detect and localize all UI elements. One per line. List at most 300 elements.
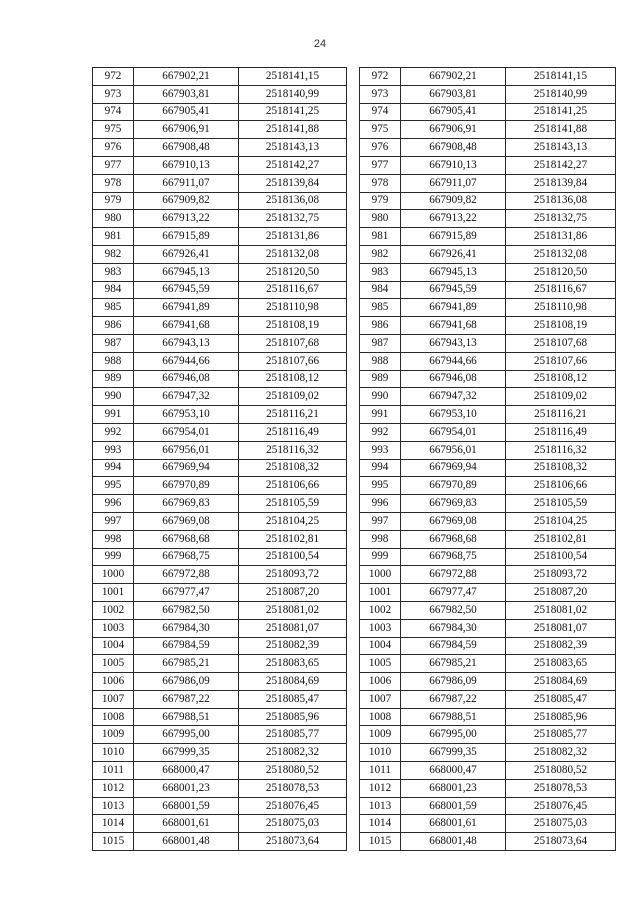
point-number-cell: 974	[93, 103, 134, 121]
x-coordinate-cell: 667902,21	[134, 68, 239, 86]
x-coordinate-cell: 667954,01	[134, 423, 239, 441]
x-coordinate-cell: 667941,89	[401, 299, 506, 317]
table-row	[93, 726, 347, 744]
x-coordinate-cell: 668001,59	[401, 797, 506, 815]
table-row	[93, 833, 347, 851]
x-coordinate-cell: 667985,21	[134, 655, 239, 673]
x-coordinate-cell: 667909,82	[134, 192, 239, 210]
y-coordinate-cell: 2518136,08	[506, 192, 616, 210]
table-row	[360, 601, 616, 619]
x-coordinate-cell: 667905,41	[401, 103, 506, 121]
table-row	[93, 210, 347, 228]
x-coordinate-cell: 667972,88	[401, 566, 506, 584]
x-coordinate-cell: 667969,94	[134, 459, 239, 477]
y-coordinate-cell: 2518140,99	[506, 85, 616, 103]
table-body-left	[93, 68, 347, 851]
point-number-cell: 974	[360, 103, 401, 121]
y-coordinate-cell: 2518082,32	[506, 744, 616, 762]
x-coordinate-cell: 667943,13	[134, 334, 239, 352]
x-coordinate-cell: 667908,48	[401, 139, 506, 157]
y-coordinate-cell: 2518085,77	[239, 726, 347, 744]
point-number-cell: 984	[360, 281, 401, 299]
y-coordinate-cell: 2518107,66	[506, 352, 616, 370]
point-number-cell: 995	[93, 477, 134, 495]
point-number-cell: 988	[360, 352, 401, 370]
point-number-cell: 972	[93, 68, 134, 86]
point-number-cell: 1010	[360, 744, 401, 762]
table-row	[360, 779, 616, 797]
x-coordinate-cell: 667968,75	[134, 548, 239, 566]
x-coordinate-cell: 667911,07	[401, 174, 506, 192]
table-row	[360, 584, 616, 602]
table-row	[360, 673, 616, 691]
y-coordinate-cell: 2518082,39	[239, 637, 347, 655]
x-coordinate-cell: 667984,30	[134, 619, 239, 637]
x-coordinate-cell: 668001,23	[401, 779, 506, 797]
table-row	[360, 334, 616, 352]
table-row	[360, 797, 616, 815]
x-coordinate-cell: 667956,01	[134, 441, 239, 459]
point-number-cell: 978	[93, 174, 134, 192]
point-number-cell: 997	[360, 512, 401, 530]
table-row	[360, 495, 616, 513]
table-row	[360, 726, 616, 744]
table-row	[93, 512, 347, 530]
table-row	[360, 352, 616, 370]
table-row	[93, 103, 347, 121]
y-coordinate-cell: 2518107,66	[239, 352, 347, 370]
table-row	[360, 388, 616, 406]
point-number-cell: 1000	[93, 566, 134, 584]
x-coordinate-cell: 667905,41	[134, 103, 239, 121]
x-coordinate-cell: 667972,88	[134, 566, 239, 584]
x-coordinate-cell: 667986,09	[134, 673, 239, 691]
table-row	[93, 584, 347, 602]
y-coordinate-cell: 2518116,32	[239, 441, 347, 459]
point-number-cell: 1011	[360, 762, 401, 780]
x-coordinate-cell: 667944,66	[134, 352, 239, 370]
point-number-cell: 987	[360, 334, 401, 352]
x-coordinate-cell: 667977,47	[134, 584, 239, 602]
table-row	[360, 833, 616, 851]
x-coordinate-cell: 667977,47	[401, 584, 506, 602]
point-number-cell: 979	[93, 192, 134, 210]
point-number-cell: 1001	[360, 584, 401, 602]
y-coordinate-cell: 2518110,98	[239, 299, 347, 317]
y-coordinate-cell: 2518109,02	[239, 388, 347, 406]
x-coordinate-cell: 667945,59	[401, 281, 506, 299]
point-number-cell: 986	[93, 317, 134, 335]
table-row	[360, 263, 616, 281]
y-coordinate-cell: 2518139,84	[239, 174, 347, 192]
table-row	[360, 317, 616, 335]
x-coordinate-cell: 667906,91	[134, 121, 239, 139]
y-coordinate-cell: 2518107,68	[506, 334, 616, 352]
point-number-cell: 1008	[93, 708, 134, 726]
y-coordinate-cell: 2518106,66	[239, 477, 347, 495]
y-coordinate-cell: 2518116,21	[239, 406, 347, 424]
y-coordinate-cell: 2518100,54	[239, 548, 347, 566]
y-coordinate-cell: 2518075,03	[239, 815, 347, 833]
point-number-cell: 973	[360, 85, 401, 103]
y-coordinate-cell: 2518139,84	[506, 174, 616, 192]
point-number-cell: 999	[360, 548, 401, 566]
table-row	[360, 210, 616, 228]
table-row	[360, 174, 616, 192]
x-coordinate-cell: 667982,50	[134, 601, 239, 619]
x-coordinate-cell: 667926,41	[134, 245, 239, 263]
y-coordinate-cell: 2518108,12	[506, 370, 616, 388]
point-number-cell: 981	[93, 228, 134, 246]
point-number-cell: 976	[360, 139, 401, 157]
x-coordinate-cell: 667999,35	[134, 744, 239, 762]
y-coordinate-cell: 2518105,59	[239, 495, 347, 513]
point-number-cell: 1006	[93, 673, 134, 691]
x-coordinate-cell: 667969,83	[134, 495, 239, 513]
table-row	[93, 281, 347, 299]
point-number-cell: 1014	[360, 815, 401, 833]
point-number-cell: 983	[360, 263, 401, 281]
y-coordinate-cell: 2518085,47	[506, 690, 616, 708]
x-coordinate-cell: 667953,10	[134, 406, 239, 424]
table-row	[93, 495, 347, 513]
table-row	[93, 566, 347, 584]
x-coordinate-cell: 667956,01	[401, 441, 506, 459]
table-row	[93, 192, 347, 210]
x-coordinate-cell: 667915,89	[401, 228, 506, 246]
table-row	[93, 744, 347, 762]
y-coordinate-cell: 2518116,49	[506, 423, 616, 441]
y-coordinate-cell: 2518141,25	[239, 103, 347, 121]
y-coordinate-cell: 2518107,68	[239, 334, 347, 352]
table-row	[360, 744, 616, 762]
table-row	[360, 156, 616, 174]
y-coordinate-cell: 2518132,75	[506, 210, 616, 228]
y-coordinate-cell: 2518093,72	[239, 566, 347, 584]
y-coordinate-cell: 2518141,88	[506, 121, 616, 139]
point-number-cell: 998	[360, 530, 401, 548]
x-coordinate-cell: 667987,22	[134, 690, 239, 708]
point-number-cell: 972	[360, 68, 401, 86]
y-coordinate-cell: 2518081,07	[506, 619, 616, 637]
x-coordinate-cell: 667969,08	[134, 512, 239, 530]
y-coordinate-cell: 2518116,49	[239, 423, 347, 441]
point-number-cell: 995	[360, 477, 401, 495]
y-coordinate-cell: 2518081,02	[239, 601, 347, 619]
y-coordinate-cell: 2518120,50	[506, 263, 616, 281]
x-coordinate-cell: 667911,07	[134, 174, 239, 192]
point-number-cell: 1009	[93, 726, 134, 744]
point-number-cell: 997	[93, 512, 134, 530]
point-number-cell: 985	[93, 299, 134, 317]
point-number-cell: 1005	[93, 655, 134, 673]
y-coordinate-cell: 2518110,98	[506, 299, 616, 317]
x-coordinate-cell: 667947,32	[401, 388, 506, 406]
x-coordinate-cell: 667988,51	[401, 708, 506, 726]
y-coordinate-cell: 2518073,64	[239, 833, 347, 851]
table-row	[360, 477, 616, 495]
table-row	[360, 121, 616, 139]
x-coordinate-cell: 668001,61	[134, 815, 239, 833]
table-row	[360, 512, 616, 530]
y-coordinate-cell: 2518083,65	[239, 655, 347, 673]
table-row	[93, 299, 347, 317]
y-coordinate-cell: 2518081,07	[239, 619, 347, 637]
y-coordinate-cell: 2518073,64	[506, 833, 616, 851]
x-coordinate-cell: 668001,61	[401, 815, 506, 833]
point-number-cell: 1015	[93, 833, 134, 851]
point-number-cell: 982	[360, 245, 401, 263]
table-row	[360, 619, 616, 637]
x-coordinate-cell: 667970,89	[134, 477, 239, 495]
table-row	[93, 388, 347, 406]
x-coordinate-cell: 667954,01	[401, 423, 506, 441]
x-coordinate-cell: 667943,13	[401, 334, 506, 352]
point-number-cell: 994	[93, 459, 134, 477]
y-coordinate-cell: 2518102,81	[239, 530, 347, 548]
table-row	[93, 406, 347, 424]
table-row	[360, 103, 616, 121]
y-coordinate-cell: 2518085,96	[239, 708, 347, 726]
x-coordinate-cell: 667941,89	[134, 299, 239, 317]
y-coordinate-cell: 2518141,15	[239, 68, 347, 86]
coordinates-table-left	[92, 67, 347, 851]
x-coordinate-cell: 667982,50	[401, 601, 506, 619]
point-number-cell: 1007	[93, 690, 134, 708]
x-coordinate-cell: 667984,59	[401, 637, 506, 655]
x-coordinate-cell: 667946,08	[134, 370, 239, 388]
y-coordinate-cell: 2518116,67	[239, 281, 347, 299]
x-coordinate-cell: 667941,68	[134, 317, 239, 335]
x-coordinate-cell: 667968,68	[401, 530, 506, 548]
table-row	[360, 637, 616, 655]
point-number-cell: 992	[360, 423, 401, 441]
table-row	[93, 708, 347, 726]
point-number-cell: 1014	[93, 815, 134, 833]
x-coordinate-cell: 667944,66	[401, 352, 506, 370]
point-number-cell: 999	[93, 548, 134, 566]
table-row	[93, 317, 347, 335]
y-coordinate-cell: 2518108,19	[239, 317, 347, 335]
y-coordinate-cell: 2518082,39	[506, 637, 616, 655]
table-row	[93, 245, 347, 263]
x-coordinate-cell: 667968,68	[134, 530, 239, 548]
x-coordinate-cell: 667988,51	[134, 708, 239, 726]
y-coordinate-cell: 2518104,25	[506, 512, 616, 530]
x-coordinate-cell: 668001,23	[134, 779, 239, 797]
point-number-cell: 979	[360, 192, 401, 210]
point-number-cell: 1011	[93, 762, 134, 780]
table-row	[93, 121, 347, 139]
x-coordinate-cell: 667970,89	[401, 477, 506, 495]
x-coordinate-cell: 667903,81	[401, 85, 506, 103]
y-coordinate-cell: 2518131,86	[239, 228, 347, 246]
table-row	[360, 566, 616, 584]
table-row	[93, 619, 347, 637]
table-row	[93, 797, 347, 815]
y-coordinate-cell: 2518142,27	[239, 156, 347, 174]
point-number-cell: 981	[360, 228, 401, 246]
table-row	[93, 423, 347, 441]
point-number-cell: 980	[360, 210, 401, 228]
y-coordinate-cell: 2518143,13	[506, 139, 616, 157]
point-number-cell: 973	[93, 85, 134, 103]
x-coordinate-cell: 667947,32	[134, 388, 239, 406]
x-coordinate-cell: 667953,10	[401, 406, 506, 424]
x-coordinate-cell: 667910,13	[401, 156, 506, 174]
x-coordinate-cell: 667902,21	[401, 68, 506, 86]
table-row	[360, 299, 616, 317]
point-number-cell: 1012	[360, 779, 401, 797]
point-number-cell: 996	[360, 495, 401, 513]
coordinates-table-right	[359, 67, 616, 851]
y-coordinate-cell: 2518108,32	[239, 459, 347, 477]
table-row	[360, 815, 616, 833]
y-coordinate-cell: 2518100,54	[506, 548, 616, 566]
point-number-cell: 986	[360, 317, 401, 335]
table-row	[93, 263, 347, 281]
point-number-cell: 978	[360, 174, 401, 192]
y-coordinate-cell: 2518141,88	[239, 121, 347, 139]
x-coordinate-cell: 667945,13	[401, 263, 506, 281]
y-coordinate-cell: 2518080,52	[239, 762, 347, 780]
x-coordinate-cell: 667986,09	[401, 673, 506, 691]
x-coordinate-cell: 667913,22	[134, 210, 239, 228]
table-row	[360, 655, 616, 673]
table-row	[360, 139, 616, 157]
table-row	[360, 228, 616, 246]
y-coordinate-cell: 2518087,20	[239, 584, 347, 602]
point-number-cell: 1002	[93, 601, 134, 619]
point-number-cell: 991	[360, 406, 401, 424]
table-row	[360, 762, 616, 780]
y-coordinate-cell: 2518093,72	[506, 566, 616, 584]
x-coordinate-cell: 668000,47	[401, 762, 506, 780]
y-coordinate-cell: 2518076,45	[239, 797, 347, 815]
point-number-cell: 996	[93, 495, 134, 513]
table-row	[360, 192, 616, 210]
y-coordinate-cell: 2518116,67	[506, 281, 616, 299]
point-number-cell: 984	[93, 281, 134, 299]
point-number-cell: 1000	[360, 566, 401, 584]
table-row	[93, 334, 347, 352]
page-number: 24	[313, 38, 327, 50]
table-row	[93, 673, 347, 691]
table-row	[93, 68, 347, 86]
point-number-cell: 1009	[360, 726, 401, 744]
x-coordinate-cell: 667945,13	[134, 263, 239, 281]
x-coordinate-cell: 667946,08	[401, 370, 506, 388]
y-coordinate-cell: 2518120,50	[239, 263, 347, 281]
x-coordinate-cell: 667908,48	[134, 139, 239, 157]
table-row	[93, 459, 347, 477]
x-coordinate-cell: 668001,48	[401, 833, 506, 851]
table-row	[93, 655, 347, 673]
table-row	[93, 228, 347, 246]
point-number-cell: 1012	[93, 779, 134, 797]
table-row	[360, 406, 616, 424]
y-coordinate-cell: 2518109,02	[506, 388, 616, 406]
table-row	[360, 370, 616, 388]
point-number-cell: 977	[360, 156, 401, 174]
y-coordinate-cell: 2518105,59	[506, 495, 616, 513]
y-coordinate-cell: 2518108,12	[239, 370, 347, 388]
point-number-cell: 1004	[360, 637, 401, 655]
y-coordinate-cell: 2518106,66	[506, 477, 616, 495]
x-coordinate-cell: 667987,22	[401, 690, 506, 708]
y-coordinate-cell: 2518141,15	[506, 68, 616, 86]
point-number-cell: 1008	[360, 708, 401, 726]
point-number-cell: 991	[93, 406, 134, 424]
table-row	[93, 690, 347, 708]
point-number-cell: 989	[360, 370, 401, 388]
table-row	[93, 601, 347, 619]
y-coordinate-cell: 2518078,53	[239, 779, 347, 797]
y-coordinate-cell: 2518076,45	[506, 797, 616, 815]
table-row	[93, 815, 347, 833]
table-row	[360, 441, 616, 459]
table-row	[360, 548, 616, 566]
table-row	[360, 85, 616, 103]
point-number-cell: 976	[93, 139, 134, 157]
x-coordinate-cell: 667909,82	[401, 192, 506, 210]
point-number-cell: 988	[93, 352, 134, 370]
point-number-cell: 1002	[360, 601, 401, 619]
point-number-cell: 1013	[360, 797, 401, 815]
x-coordinate-cell: 667915,89	[134, 228, 239, 246]
x-coordinate-cell: 667969,94	[401, 459, 506, 477]
x-coordinate-cell: 667968,75	[401, 548, 506, 566]
y-coordinate-cell: 2518084,69	[239, 673, 347, 691]
x-coordinate-cell: 667926,41	[401, 245, 506, 263]
table-row	[93, 156, 347, 174]
y-coordinate-cell: 2518108,19	[506, 317, 616, 335]
x-coordinate-cell: 667941,68	[401, 317, 506, 335]
x-coordinate-cell: 667913,22	[401, 210, 506, 228]
x-coordinate-cell: 667903,81	[134, 85, 239, 103]
table-row	[360, 68, 616, 86]
point-number-cell: 1006	[360, 673, 401, 691]
y-coordinate-cell: 2518084,69	[506, 673, 616, 691]
table-row	[93, 779, 347, 797]
point-number-cell: 980	[93, 210, 134, 228]
x-coordinate-cell: 667995,00	[401, 726, 506, 744]
y-coordinate-cell: 2518108,32	[506, 459, 616, 477]
table-row	[360, 690, 616, 708]
y-coordinate-cell: 2518116,32	[506, 441, 616, 459]
x-coordinate-cell: 668001,48	[134, 833, 239, 851]
y-coordinate-cell: 2518102,81	[506, 530, 616, 548]
y-coordinate-cell: 2518085,47	[239, 690, 347, 708]
table-row	[93, 174, 347, 192]
table-row	[93, 441, 347, 459]
table-row	[93, 477, 347, 495]
point-number-cell: 1003	[93, 619, 134, 637]
y-coordinate-cell: 2518132,75	[239, 210, 347, 228]
table-row	[360, 245, 616, 263]
y-coordinate-cell: 2518136,08	[239, 192, 347, 210]
y-coordinate-cell: 2518081,02	[506, 601, 616, 619]
table-row	[93, 352, 347, 370]
table-body-right	[360, 68, 616, 851]
y-coordinate-cell: 2518141,25	[506, 103, 616, 121]
y-coordinate-cell: 2518143,13	[239, 139, 347, 157]
y-coordinate-cell: 2518085,96	[506, 708, 616, 726]
y-coordinate-cell: 2518082,32	[239, 744, 347, 762]
x-coordinate-cell: 667984,59	[134, 637, 239, 655]
table-row	[360, 708, 616, 726]
point-number-cell: 993	[360, 441, 401, 459]
